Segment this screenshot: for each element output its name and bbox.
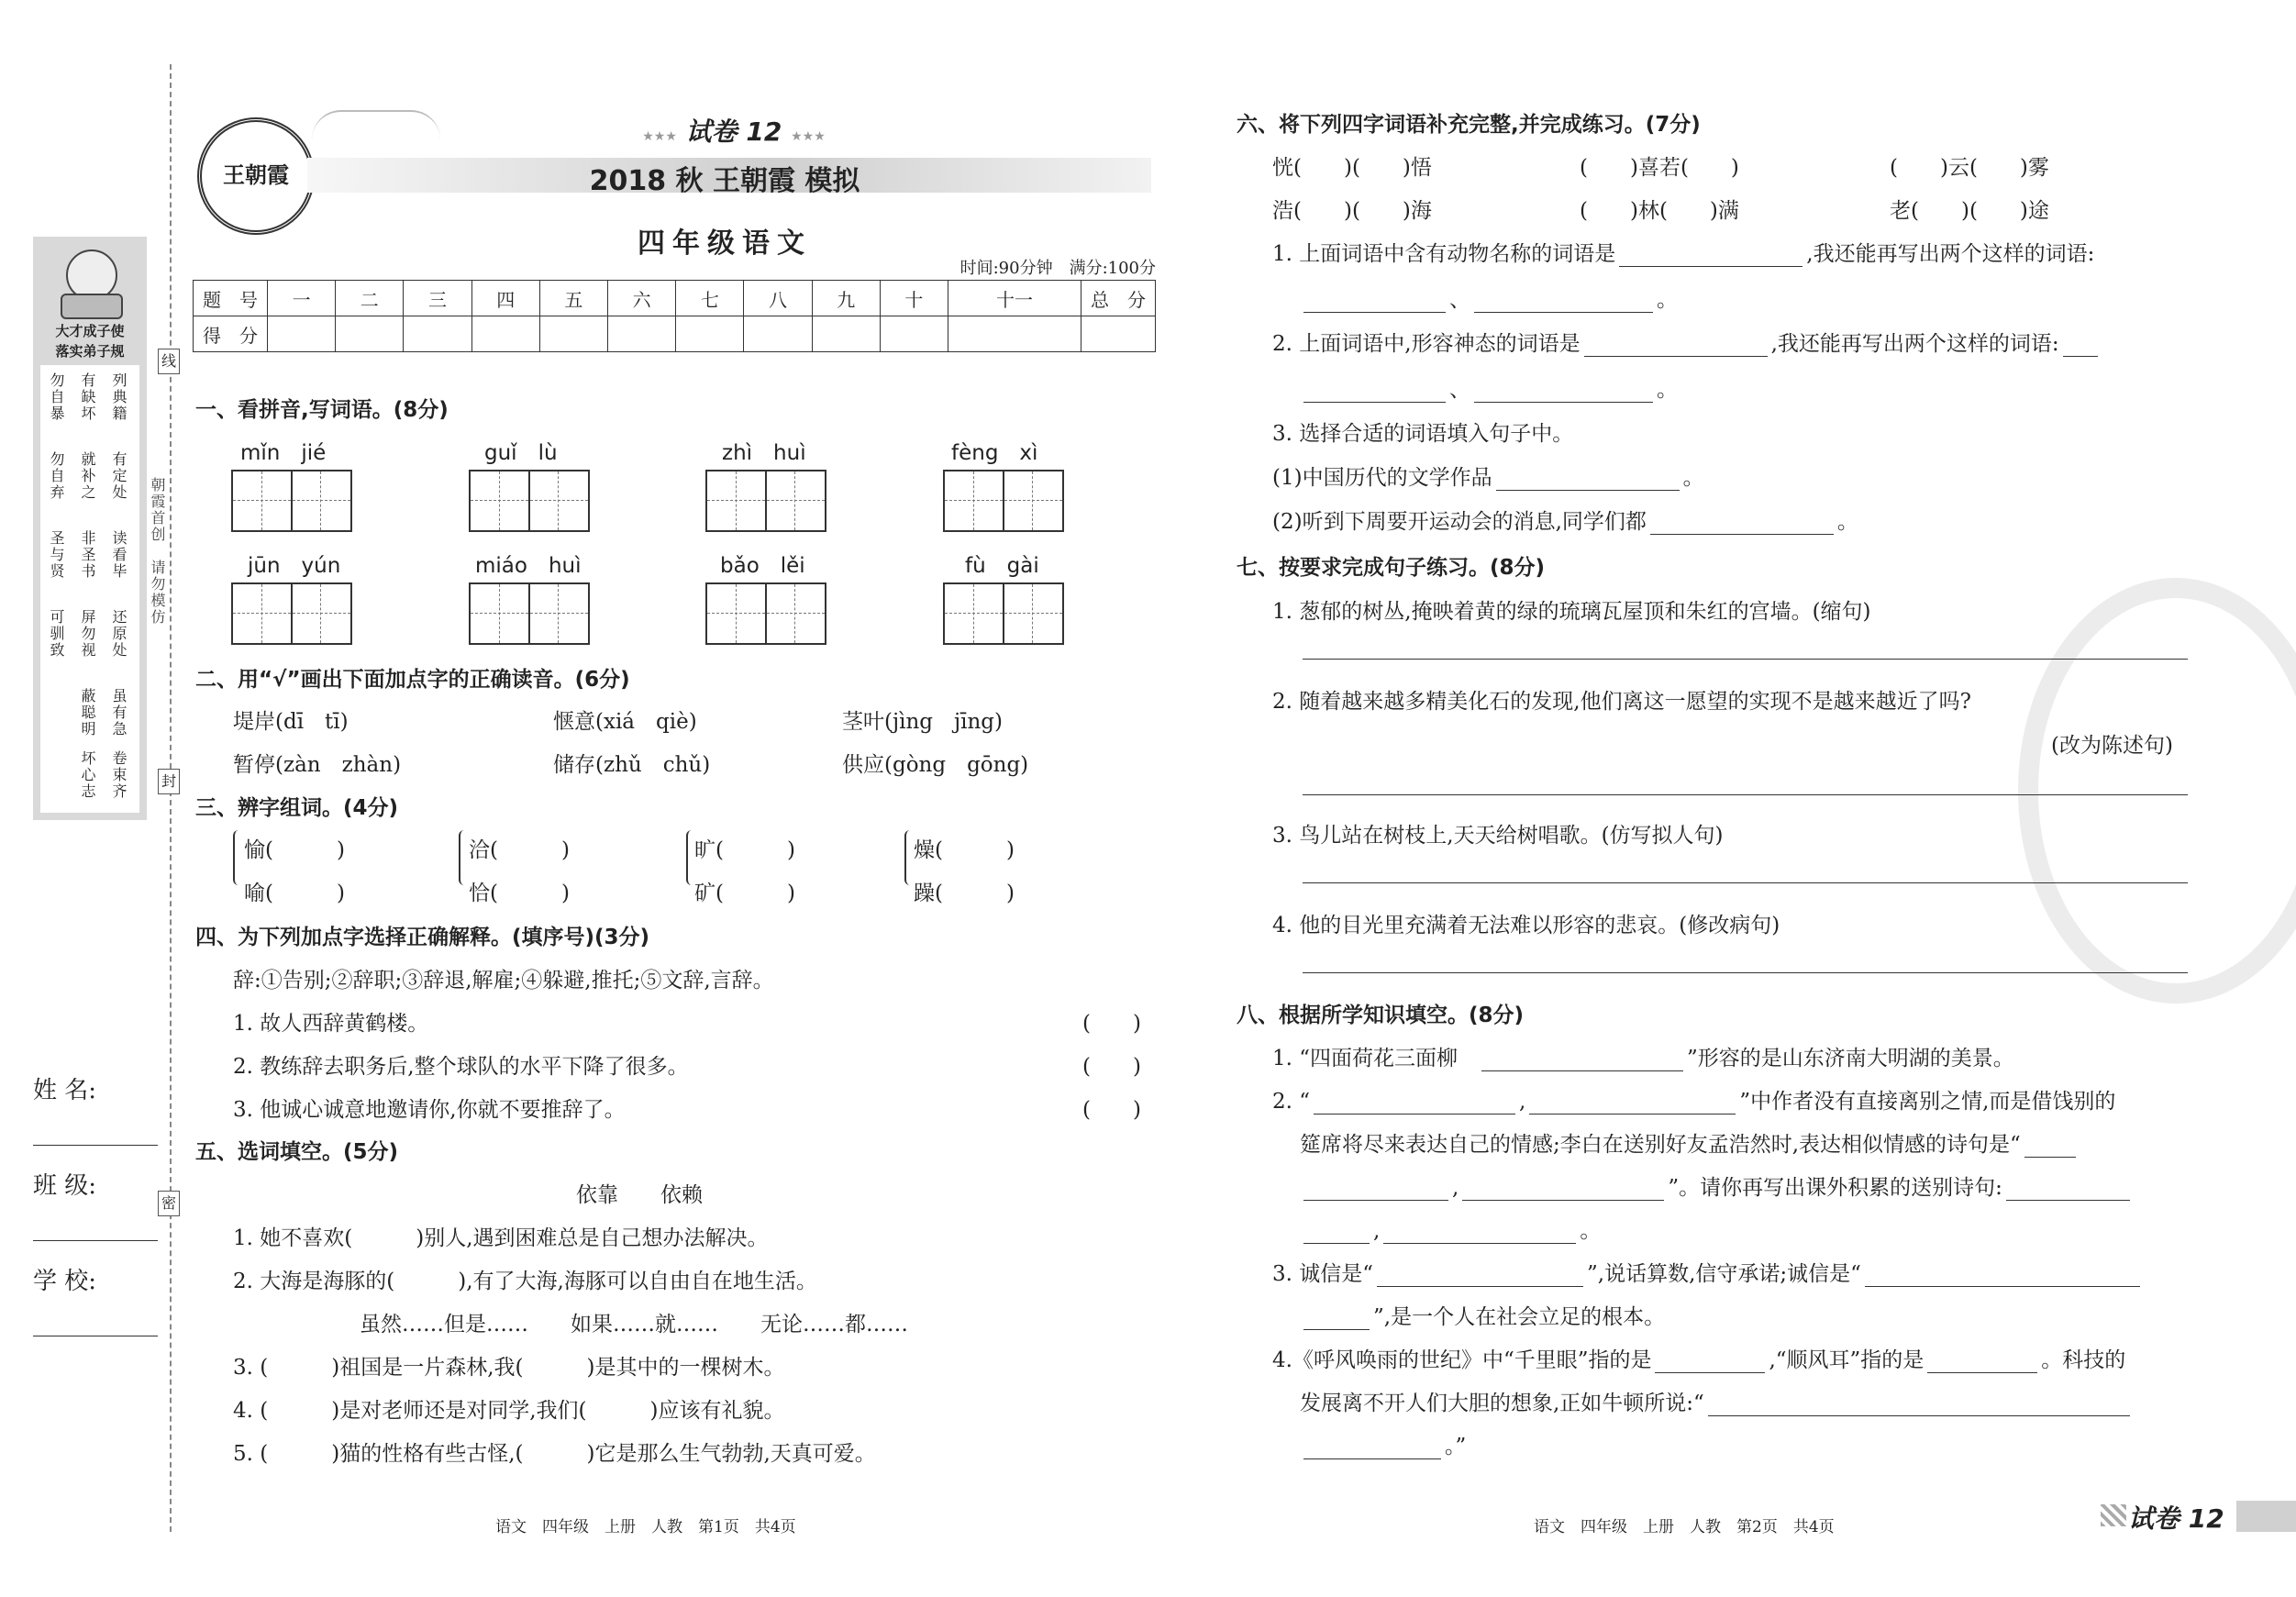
score-cell[interactable]	[404, 316, 471, 352]
idiom-fill[interactable]: ( )林( )满	[1580, 199, 1739, 223]
word-pair[interactable]: 愉( )	[244, 838, 345, 862]
answer-blank[interactable]	[1496, 468, 1680, 491]
question-5-5: 5. ( )猫的性格有些古怪,( )它是那么生气勃勃,天真可爱。	[233, 1442, 876, 1466]
fold-marker-2: 封	[158, 769, 180, 794]
score-cell[interactable]	[539, 316, 607, 352]
motto-col: 可驯致	[48, 609, 65, 659]
word-pair[interactable]: 恰( )	[469, 882, 570, 905]
question-6-3b: (2)听到下周要开运动会的消息,同学们都 。	[1272, 510, 1858, 534]
time-score-info: 时间:90分钟 满分:100分	[959, 259, 1156, 278]
score-header-cell: 五	[539, 281, 607, 316]
motto-col: 有定处	[110, 451, 128, 501]
question-8-4-line3: 。”	[1300, 1429, 1466, 1459]
subject-title: 四年级语文	[638, 227, 812, 260]
answer-blank[interactable]	[1584, 334, 1768, 357]
brace-icon	[459, 830, 464, 885]
section-7-title: 七、按要求完成句子练习。(8分)	[1237, 556, 1546, 580]
answer-blank[interactable]	[1303, 290, 1446, 313]
fold-marker-3: 密	[158, 1191, 180, 1216]
question-6-3a: (1)中国历代的文学作品 。	[1272, 466, 1704, 490]
question-8-2-line3: , ”。请你再写出课外积累的送别诗句:	[1300, 1170, 2134, 1201]
question-7-3: 3. 鸟儿站在树枝上,天天给树唱歌。(仿写拟人句)	[1272, 824, 1724, 848]
motto-top: 大才成子使	[55, 323, 125, 339]
word-pair[interactable]: 喻( )	[244, 882, 345, 905]
motto-col: 非圣书	[79, 530, 96, 580]
score-header-cell: 七	[676, 281, 744, 316]
motto-inner	[40, 365, 139, 813]
motto-col: 有缺坏	[79, 372, 96, 422]
question-7-2-note: (改为陈述句)	[2051, 734, 2173, 758]
question-8-2-line4: , 。	[1300, 1214, 1601, 1244]
question-6-1-line2: 、 。	[1300, 283, 1678, 313]
score-header-cell: 一	[268, 281, 336, 316]
definition-list: 辞:①告别;②辞职;③辞退,解雇;④躲避,推托;⑤文辞,言辞。	[233, 969, 774, 993]
pinyin-label: jūn yún	[248, 554, 341, 578]
question-4-2: 2. 教练辞去职务后,整个球队的水平下降了很多。	[233, 1055, 689, 1079]
motto-col: 列典籍	[110, 372, 128, 422]
score-value-row	[194, 316, 1156, 352]
score-cell[interactable]	[676, 316, 744, 352]
question-8-4: 4.《呼风唤雨的世纪》中“千里眼”指的是 ,“顺风耳”指的是 。科技的	[1272, 1348, 2126, 1372]
idiom-fill[interactable]: ( )喜若( )	[1580, 156, 1739, 180]
answer-blank[interactable]	[1619, 244, 1802, 267]
class-label: 班 级:	[33, 1172, 97, 1200]
answer-blank[interactable]	[1655, 1350, 1765, 1373]
score-header-cell: 十一	[948, 281, 1081, 316]
motto-col: 还原处	[110, 609, 128, 659]
word-choices-1: 依靠 依赖	[576, 1183, 703, 1207]
score-header-row	[194, 281, 1156, 316]
motto-panel	[33, 237, 147, 820]
class-field[interactable]	[33, 1216, 158, 1241]
question-6-2: 2. 上面词语中,形容神态的词语是 ,我还能再写出两个这样的词语:	[1272, 327, 2102, 357]
section-8-title: 八、根据所学知识填空。(8分)	[1237, 1004, 1525, 1027]
section-6-title: 六、将下列四字词语补充完整,并完成练习。(7分)	[1237, 113, 1701, 137]
idiom-fill[interactable]: ( )云( )雾	[1890, 156, 2049, 180]
school-field[interactable]	[33, 1312, 158, 1336]
pinyin-label: miáo huì	[475, 554, 582, 578]
writing-box[interactable]	[469, 582, 590, 645]
answer-blank[interactable]	[1303, 1221, 1370, 1244]
question-6-1: 1. 上面词语中含有动物名称的词语是 ,我还能再写出两个这样的词语:	[1272, 242, 2095, 266]
answer-blank[interactable]	[1481, 1048, 1683, 1071]
writing-box[interactable]	[943, 470, 1064, 532]
score-cell[interactable]	[948, 316, 1081, 352]
question-5-3: 3. ( )祖国是一片森林,我( )是其中的一棵树木。	[233, 1356, 785, 1380]
school-label: 学 校:	[33, 1268, 97, 1295]
reading-choice[interactable]: 惬意(xiá qiè)	[553, 710, 697, 734]
answer-blank[interactable]	[1529, 1092, 1736, 1115]
pinyin-label: fù gài	[965, 554, 1039, 578]
score-row-label: 得 分	[194, 316, 268, 352]
section-3-title: 三、辨字组词。(4分)	[195, 796, 399, 820]
answer-blank[interactable]	[1377, 1264, 1583, 1287]
motto-bottom: 落实弟子规	[55, 343, 125, 360]
word-pair[interactable]: 旷( )	[694, 838, 795, 862]
idiom-fill[interactable]: 恍( )( )悟	[1272, 156, 1432, 180]
reading-choice[interactable]: 储存(zhǔ chǔ)	[553, 753, 711, 777]
pinyin-label: guǐ lù	[484, 441, 558, 465]
score-header-cell: 三	[404, 281, 471, 316]
word-choices-2: 虽然……但是…… 如果……就…… 无论……都……	[360, 1313, 908, 1336]
score-header-cell: 十	[880, 281, 948, 316]
question-7-2: 2. 随着越来越多精美化石的发现,他们离这一愿望的实现不是越来越近了吗?	[1272, 690, 1971, 714]
score-header-cell: 六	[608, 281, 676, 316]
writing-box[interactable]	[705, 582, 826, 645]
series-label: ★★★ 试卷 12 ★★★	[642, 116, 826, 147]
motto-col: 蔽聪明	[79, 688, 96, 738]
page-footer-left: 语文 四年级 上册 人教 第1页 共4页	[495, 1518, 796, 1536]
motto-col: 坏心志	[79, 750, 96, 800]
answer-paren[interactable]: ( )	[1082, 1055, 1141, 1079]
question-6-2-line2: 、 。	[1300, 372, 1678, 403]
reading-choice[interactable]: 茎叶(jìng jīng)	[842, 710, 1003, 734]
writing-box[interactable]	[469, 470, 590, 532]
writing-box[interactable]	[231, 470, 352, 532]
score-header-cell: 八	[744, 281, 812, 316]
scholar-body	[61, 294, 123, 319]
answer-blank[interactable]	[1474, 290, 1653, 313]
corner-pattern-icon	[2101, 1504, 2126, 1526]
question-8-2-line2: 筵席将尽来表达自己的情感;李白在送别好友孟浩然时,表达相似情感的诗句是“	[1300, 1127, 2080, 1158]
banner-ribbon	[312, 110, 440, 139]
word-pair[interactable]: 燥( )	[914, 838, 1015, 862]
writing-box[interactable]	[943, 582, 1064, 645]
section-1-title: 一、看拼音,写词语。(8分)	[195, 398, 449, 422]
answer-blank[interactable]	[1303, 1436, 1441, 1459]
answer-line[interactable]	[1303, 972, 2188, 973]
score-cell[interactable]	[608, 316, 676, 352]
answer-blank[interactable]	[1708, 1393, 2130, 1416]
score-cell[interactable]	[744, 316, 812, 352]
reading-choice[interactable]: 供应(gòng gōng)	[842, 753, 1029, 777]
score-cell[interactable]	[471, 316, 539, 352]
score-cell[interactable]	[1081, 316, 1156, 352]
motto-col: 卷束齐	[110, 750, 128, 800]
answer-line[interactable]	[1303, 794, 2188, 795]
answer-blank[interactable]	[1303, 380, 1446, 403]
reading-choice[interactable]: 堤岸(dī tī)	[233, 710, 349, 734]
score-header-cell: 二	[336, 281, 404, 316]
name-field[interactable]	[33, 1121, 158, 1146]
logo-emblem	[197, 117, 315, 235]
word-pair[interactable]: 躁( )	[914, 882, 1015, 905]
exam-title: 2018 秋 王朝霞 模拟	[589, 165, 860, 197]
star-icon: ★★★	[642, 129, 677, 144]
score-header-cell: 题 号	[194, 281, 268, 316]
answer-blank[interactable]	[1650, 512, 1834, 535]
motto-col: 屏勿视	[79, 609, 96, 659]
vertical-note: 朝霞首创 请勿模仿	[149, 477, 166, 626]
motto-col: 圣与贤	[48, 530, 65, 580]
question-8-3-line2: ”,是一个人在社会立足的根本。	[1300, 1300, 1665, 1330]
answer-blank[interactable]	[1927, 1350, 2037, 1373]
score-header-cell: 四	[471, 281, 539, 316]
score-table	[193, 280, 1156, 352]
answer-blank[interactable]	[2063, 334, 2098, 357]
score-header-cell: 总 分	[1081, 281, 1156, 316]
answer-line[interactable]	[1303, 659, 2188, 660]
reading-choice[interactable]: 暂停(zàn zhàn)	[233, 753, 402, 777]
fold-marker-1: 线	[158, 349, 180, 374]
brace-icon	[904, 830, 910, 885]
answer-paren[interactable]: ( )	[1082, 1098, 1141, 1122]
watermark-seal	[2018, 578, 2296, 1004]
section-5-title: 五、选词填空。(5分)	[195, 1140, 399, 1164]
pinyin-label: bǎo lěi	[720, 554, 805, 578]
question-5-4: 4. ( )是对老师还是对同学,我们( )应该有礼貌。	[233, 1399, 785, 1423]
question-4-3: 3. 他诚心诚意地邀请你,你就不要推辞了。	[233, 1098, 626, 1122]
motto-col: 勿自弃	[48, 451, 65, 501]
corner-series-label: 试卷 12	[2128, 1503, 2224, 1534]
pinyin-label: fèng xì	[951, 441, 1038, 465]
question-5-1: 1. 她不喜欢( )别人,遇到困难总是自己想办法解决。	[233, 1226, 769, 1250]
section-4-title: 四、为下列加点字选择正确解释。(填序号)(3分)	[195, 926, 650, 949]
corner-bar	[2236, 1501, 2296, 1532]
answer-blank[interactable]	[1383, 1221, 1576, 1244]
answer-blank[interactable]	[1474, 380, 1653, 403]
motto-col: 勿自暴	[48, 372, 65, 422]
motto-col: 就补之	[79, 451, 96, 501]
answer-blank[interactable]	[2006, 1178, 2130, 1201]
idiom-fill[interactable]: 老( )( )途	[1890, 199, 2049, 223]
pinyin-label: mǐn jié	[240, 441, 327, 465]
writing-box[interactable]	[231, 582, 352, 645]
answer-blank[interactable]	[1865, 1264, 2140, 1287]
left-dotted-border	[170, 64, 172, 1532]
question-8-3: 3. 诚信是“ ”,说话算数,信守承诺;诚信是“	[1272, 1257, 2144, 1287]
answer-paren[interactable]: ( )	[1082, 1012, 1141, 1036]
motto-col: 读看毕	[110, 530, 128, 580]
question-8-4-line2: 发展离不开人们大胆的想象,正如牛顿所说:“	[1300, 1386, 2134, 1416]
question-7-4: 4. 他的目光里充满着无法难以形容的悲哀。(修改病句)	[1272, 914, 1780, 937]
question-8-2: 2. “ , ”中作者没有直接离别之情,而是借饯别的	[1272, 1090, 2116, 1114]
name-label: 姓 名:	[33, 1077, 97, 1104]
brace-icon	[686, 830, 692, 885]
score-header-cell: 九	[812, 281, 880, 316]
writing-box[interactable]	[705, 470, 826, 532]
answer-blank[interactable]	[1303, 1178, 1448, 1201]
word-pair[interactable]: 洽( )	[469, 838, 570, 862]
question-8-1: 1. “四面荷花三面柳 ”形容的是山东济南大明湖的美景。	[1272, 1047, 2014, 1070]
answer-blank[interactable]	[1303, 1307, 1370, 1330]
question-4-1: 1. 故人西辞黄鹤楼。	[233, 1012, 429, 1036]
answer-line[interactable]	[1303, 882, 2188, 883]
brace-icon	[233, 830, 238, 885]
score-cell[interactable]	[336, 316, 404, 352]
question-6-3: 3. 选择合适的词语填入句子中。	[1272, 422, 1574, 446]
answer-blank[interactable]	[1314, 1092, 1515, 1115]
page-footer-right: 语文 四年级 上册 人教 第2页 共4页	[1534, 1518, 1835, 1536]
logo-text: 王朝霞	[223, 161, 289, 188]
motto-col: 虽有急	[110, 688, 128, 738]
question-5-2: 2. 大海是海豚的( ),有了大海,海豚可以自由自在地生活。	[233, 1270, 817, 1293]
score-cell[interactable]	[812, 316, 880, 352]
score-cell[interactable]	[268, 316, 336, 352]
section-2-title: 二、用“√”画出下面加点字的正确读音。(6分)	[195, 668, 630, 692]
star-icon: ★★★	[791, 129, 826, 144]
pinyin-label: zhì huì	[722, 441, 806, 465]
idiom-fill[interactable]: 浩( )( )海	[1272, 199, 1432, 223]
question-7-1: 1. 葱郁的树丛,掩映着黄的绿的琉璃瓦屋顶和朱红的宫墙。(缩句)	[1272, 600, 1871, 624]
answer-blank[interactable]	[2024, 1135, 2076, 1158]
word-pair[interactable]: 矿( )	[694, 882, 795, 905]
score-cell[interactable]	[880, 316, 948, 352]
answer-blank[interactable]	[1462, 1178, 1664, 1201]
